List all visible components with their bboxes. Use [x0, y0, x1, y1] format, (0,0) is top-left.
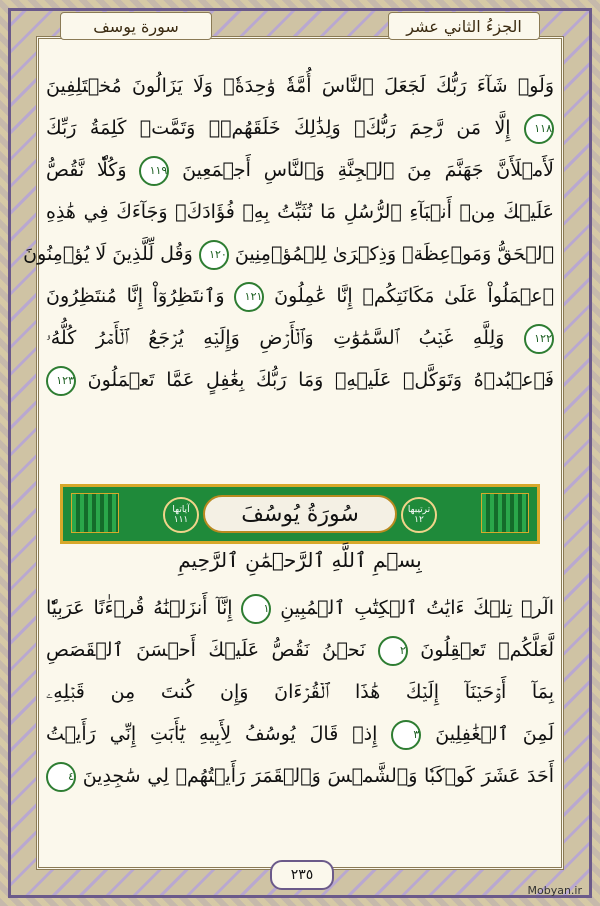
ayah-count-medallion: آياتها ١١١: [163, 497, 199, 533]
verse-line: [46, 150, 554, 190]
ayah-marker: ٢: [378, 636, 408, 666]
ayah-marker: ١١٩: [139, 156, 169, 186]
verse-line: [46, 318, 554, 358]
verse-text: إِلَّا مَن رَّحِمَ رَبُّكَۚ وَلِذَٰلِكَ خَلَقَهُمۡۗ وَتَمَّتۡ كَلِمَةُ رَبِّكَ: [46, 117, 511, 139]
verse-text: ٱعۡمَلُواْ عَلَىٰ مَكَانَتِكُمۡ إِنَّا عَٰمِلُونَ: [274, 285, 554, 307]
verse-text: وَلِلَّهِ غَيۡبُ ٱلسَّمَٰوَٰتِ وَٱلۡأَرۡضِ وَإِلَيۡهِ يُرۡجَعُ ٱلۡأَمۡرُ كُلُّهُۥ: [46, 327, 505, 349]
verse-text: وَقُل لِّلَّذِينَ لَا يُؤۡمِنُونَ: [23, 243, 193, 265]
verse-text: وَكُلّٗا نَّقُصُّ: [46, 159, 127, 181]
ayah-marker: ٣: [391, 720, 421, 750]
site-credit: Mobyan.ir: [527, 884, 582, 897]
verse-text: لَأَمۡلَأَنَّ جَهَنَّمَ مِنَ ٱلۡجِنَّةِ وَٱلنَّاسِ أَجۡمَعِينَ: [182, 159, 555, 181]
verse-text: وَٱنتَظِرُوٓاْ إِنَّا مُنتَظِرُونَ: [46, 285, 225, 307]
banner-ornament-right: [481, 493, 529, 533]
verse-line: [46, 588, 554, 628]
verse-text: وَلَوۡ شَآءَ رَبُّكَ لَجَعَلَ ٱلنَّاسَ أُمَّةٗ وَٰحِدَةٗۖ وَلَا يَزَالُونَ مُخۡتَلِفِينَ: [46, 75, 554, 97]
ayah-marker: ١: [241, 594, 271, 624]
verse-line: [46, 360, 554, 400]
verse-text: لَّعَلَّكُمۡ تَعۡقِلُونَ: [420, 639, 555, 661]
verse-line: [46, 714, 554, 754]
verse-text: لَمِنَ ٱلۡغَٰفِلِينَ: [435, 723, 554, 745]
verse-text: إِنَّآ أَنزَلۡنَٰهُ قُرۡءَٰنًا عَرَبِيّٗا: [46, 597, 233, 619]
verse-text: أَحَدَ عَشَرَ كَوۡكَبٗا وَٱلشَّمۡسَ وَٱلۡقَمَرَ رَأَيۡتُهُمۡ لِي سَٰجِدِينَ: [82, 765, 554, 787]
verse-text: فَٱعۡبُدۡهُ وَتَوَكَّلۡ عَلَيۡهِۚ وَمَا رَبُّكَ بِغَٰفِلٍ عَمَّا تَعۡمَلُونَ: [87, 369, 554, 391]
surah-label: سورة يوسف: [60, 12, 212, 40]
verse-line: [46, 630, 554, 670]
page-number: ٢٣٥: [270, 860, 334, 890]
ayah-marker: ١٢١: [234, 282, 264, 312]
verse-text: نَحۡنُ نَقُصُّ عَلَيۡكَ أَحۡسَنَ ٱلۡقَصَصِ: [46, 639, 366, 661]
juz-label: الجزءُ الثاني عشر: [388, 12, 540, 40]
verse-text: بِمَآ أَوۡحَيۡنَآ إِلَيۡكَ هَٰذَا ٱلۡقُرۡءَانَ وَإِن كُنتَ مِن قَبۡلِهِۦ: [46, 681, 554, 703]
verse-line: [23, 234, 554, 274]
verse-text: الٓرۚ تِلۡكَ ءَايَٰتُ ٱلۡكِتَٰبِ ٱلۡمُبِينِ: [280, 597, 554, 619]
verse-text: عَلَيۡكَ مِنۡ أَنۢبَآءِ ٱلرُّسُلِ مَا نُثَبِّتُ بِهِۦ فُؤَادَكَۚ وَجَآءَكَ فِي هَٰذِهِ: [46, 201, 554, 223]
ayah-marker: ١١٨: [524, 114, 554, 144]
verse-text: ٱلۡحَقُّ وَمَوۡعِظَةٞ وَذِكۡرَىٰ لِلۡمُؤۡمِنِينَ: [234, 243, 554, 265]
ayah-marker: ٤: [46, 762, 76, 792]
verse-line: [46, 756, 554, 796]
surah-title: سُورَةُ يُوسُفَ: [203, 495, 397, 533]
ayah-marker: ١٢٣: [46, 366, 76, 396]
verse-text: إِذۡ قَالَ يُوسُفُ لِأَبِيهِ يَٰٓأَبَتِ إِنِّي رَأَيۡتُ: [46, 723, 378, 745]
basmala: بِسۡمِ ٱللَّهِ ٱلرَّحۡمَٰنِ ٱلرَّحِيمِ: [178, 548, 422, 572]
banner-ornament-left: [71, 493, 119, 533]
verse-line: [46, 276, 554, 316]
verse-line: [46, 672, 554, 712]
verse-line: [46, 66, 554, 106]
verse-line: [46, 108, 554, 148]
ayah-marker: ١٢٠: [199, 240, 229, 270]
surah-order-medallion: ترتيبها ١٢: [401, 497, 437, 533]
verse-line: [46, 192, 554, 232]
ayah-marker: ١٢٢: [524, 324, 554, 354]
surah-title-banner: [60, 484, 540, 544]
